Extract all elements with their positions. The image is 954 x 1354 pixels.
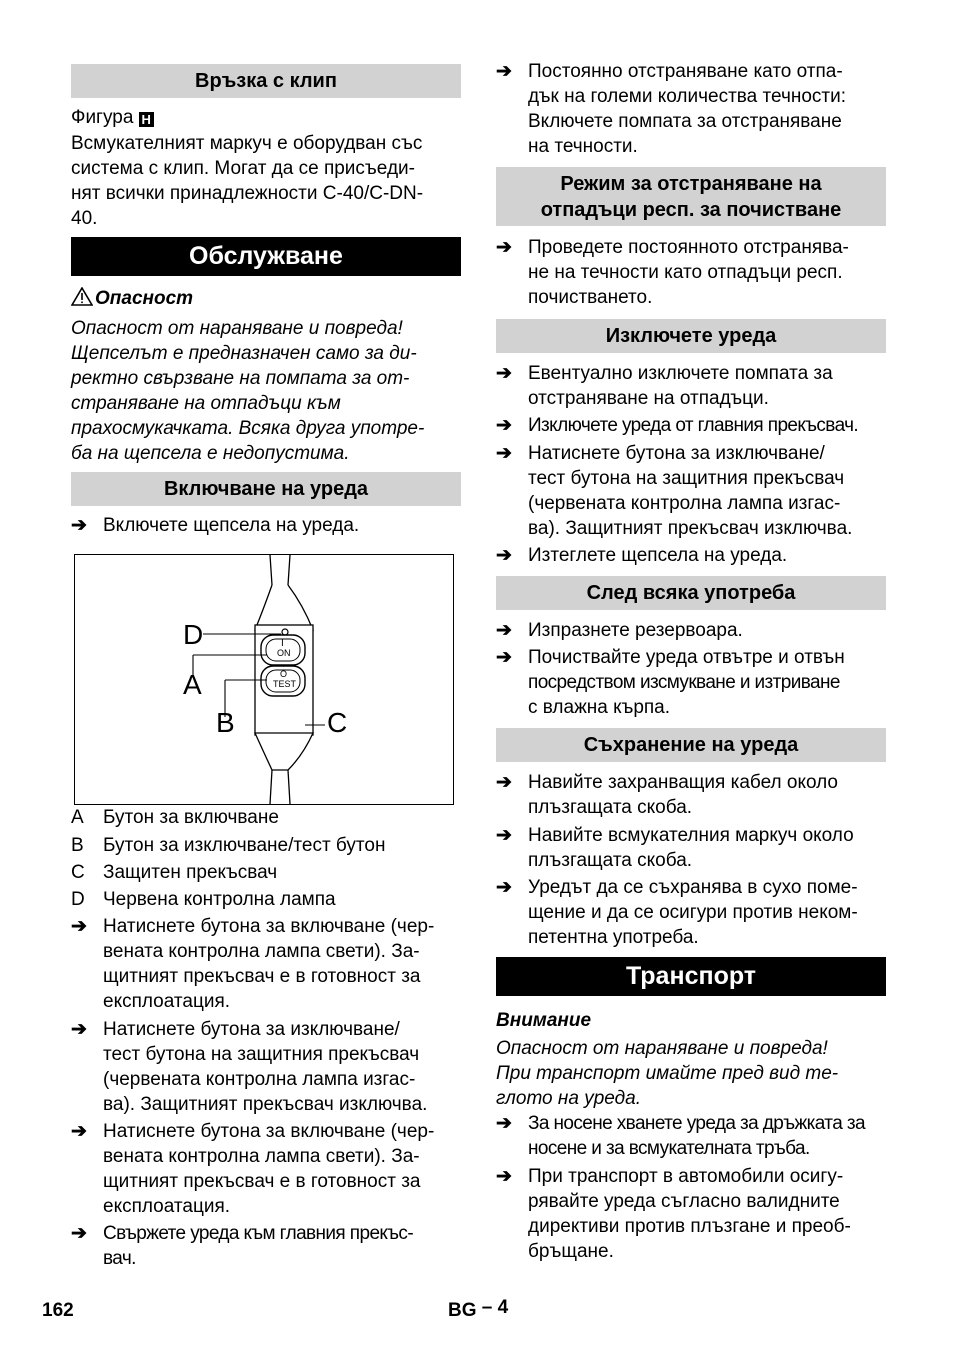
section-page: – 4 — [481, 1297, 509, 1318]
section-code: BG — [448, 1300, 477, 1321]
figure-label-c: C — [327, 707, 348, 738]
bullet-off-4: ➔ Изтеглете щепсела на уреда. — [496, 545, 788, 566]
figure-legend — [71, 804, 461, 914]
after-heading: След всяка употреба — [496, 576, 886, 610]
clip-heading: Връзка с клип — [71, 64, 461, 98]
figure-label-b: B — [216, 707, 235, 738]
service-heading: Обслужване — [71, 237, 461, 276]
bullet-transport-2: ➔ При транспорт в автомобили осигу- рявайте уреда съгласно валидните директиви против плъзгане и преоб- бръщане. — [496, 1166, 851, 1262]
transport-heading: Транспорт — [496, 957, 886, 996]
figure-btn-on-symbol: I — [281, 638, 284, 649]
clip-text: Всмукателният маркуч е оборудван със система с клип. Могат да се присъеди- нят всички принадлежности С-40/С-DN- 40. — [71, 133, 424, 229]
arrow-right-icon: ➔ — [71, 1121, 87, 1142]
arrow-right-icon: ➔ — [496, 1113, 512, 1134]
bullet-storage-2: ➔ Навийте всмукателния маркуч около плъзгащата скоба. — [496, 825, 854, 871]
arrow-right-icon: ➔ — [496, 620, 512, 641]
warning-triangle-icon — [71, 287, 95, 313]
bullet-off-3: ➔ Натиснете бутона за изключване/ тест бутона на защитния прекъсвач (червената контролна лампа изгас- ва). Защитният прекъсвач изключва. — [496, 443, 853, 539]
arrow-right-icon: ➔ — [496, 1166, 512, 1187]
arrow-right-icon: ➔ — [496, 877, 512, 898]
bullet-storage-3: ➔ Уредът да се съхранява в сухо поме- щение и да се осигури против неком- петентна употреба. — [496, 877, 858, 948]
legend-item: C Защитен прекъсвач — [71, 862, 278, 883]
figure-label-a: A — [183, 669, 202, 700]
arrow-right-icon: ➔ — [496, 647, 512, 668]
bullet-after-2: ➔ Почиствайте уреда отвътре и отвън посредством изсмукване и изтриване с влажна кърпа. — [496, 647, 845, 718]
off-heading: Изключете уреда — [496, 319, 886, 353]
arrow-right-icon: ➔ — [71, 1223, 87, 1244]
arrow-right-icon: ➔ — [496, 415, 512, 436]
danger-label: Опасност — [71, 286, 193, 313]
switch-on-heading: Включване на уреда — [71, 472, 461, 506]
bullet-switch-on-1: ➔ Натиснете бутона за включване (чер- вената контролна лампа свети). За- щитният прекъсвач е в готовност за експлоатация. — [71, 916, 435, 1012]
arrow-right-icon: ➔ — [496, 237, 512, 258]
arrow-right-icon: ➔ — [71, 1019, 87, 1040]
legend-item: D Червена контролна лампа — [71, 889, 336, 910]
figure-label-d: D — [183, 619, 204, 650]
arrow-right-icon: ➔ — [496, 825, 512, 846]
page-number: 162 — [42, 1300, 74, 1321]
arrow-right-icon: ➔ — [496, 772, 512, 793]
bullet-storage-1: ➔ Навийте захранващия кабел около плъзгащата скоба. — [496, 772, 838, 818]
bullet-off-2: ➔ Изключете уреда от главния прекъсвач. — [496, 415, 859, 436]
section-page-label — [448, 1297, 509, 1322]
bullet-off-1: ➔ Евентуално изключете помпата за отстраняване на отпадъци. — [496, 363, 833, 409]
bullet-continuous-removal: ➔ Постоянно отстраняване като отпа- дък на големи количества течности: Включете помпата за отстраняване на течности. — [496, 61, 846, 157]
bullet-main-switch: ➔ Свържете уреда към главния прекъс- вач. — [71, 1223, 414, 1269]
bullet-switch-on-2: ➔ Натиснете бутона за включване (чер- вената контролна лампа свети). За- щитният прекъсвач е в готовност за експлоатация. — [71, 1121, 435, 1217]
bullet-switch-off: ➔ Натиснете бутона за изключване/ тест бутона на защитния прекъсвач (червената контролна лампа изгас- ва). Защитният прекъсвач изключва. — [71, 1019, 428, 1115]
legend-item: B Бутон за изключване/тест бутон — [71, 835, 386, 856]
mode-heading: Режим за отстраняване на отпадъци респ. за почистване — [496, 167, 886, 226]
arrow-right-icon: ➔ — [71, 515, 87, 536]
bullet-transport-1: ➔ За носене хванете уреда за дръжката за носене и за всмукателната тръба. — [496, 1113, 865, 1159]
arrow-right-icon: ➔ — [496, 545, 512, 566]
arrow-right-icon: ➔ — [496, 61, 512, 82]
attention-text: Опасност от нараняване и повреда! При транспорт имайте пред вид те- глото на уреда. — [496, 1038, 839, 1109]
figure-h-icon: H — [139, 112, 154, 127]
figure-btn-on-label: ON — [277, 648, 291, 658]
clip-figure-ref: Фигура H — [71, 105, 154, 130]
storage-heading: Съхранение на уреда — [496, 728, 886, 762]
figure-btn-test-label: TEST — [273, 679, 297, 689]
legend-item: A Бутон за включване — [71, 807, 279, 828]
figure-btn-test-symbol: O — [280, 669, 288, 679]
danger-text: Опасност от нараняване и повреда! Щепселът е предназначен само за ди- ректно свързване на помпата за от- страняване на отпадъци към прахосмукачката. Всяка друга употре- ба на щепсела е недопустима. — [71, 318, 425, 464]
arrow-right-icon: ➔ — [71, 916, 87, 937]
attention-label: Внимание — [496, 1010, 592, 1031]
arrow-right-icon: ➔ — [496, 363, 512, 384]
switch-on-bullet: ➔ Включете щепсела на уреда. — [71, 515, 360, 536]
bullet-mode: ➔ Проведете постоянното отстранява- не на течности като отпадъци респ. почистването. — [496, 237, 849, 308]
arrow-right-icon: ➔ — [496, 443, 512, 464]
switch-figure — [74, 554, 454, 805]
bullet-after-1: ➔ Изпразнете резервоара. — [496, 620, 743, 641]
